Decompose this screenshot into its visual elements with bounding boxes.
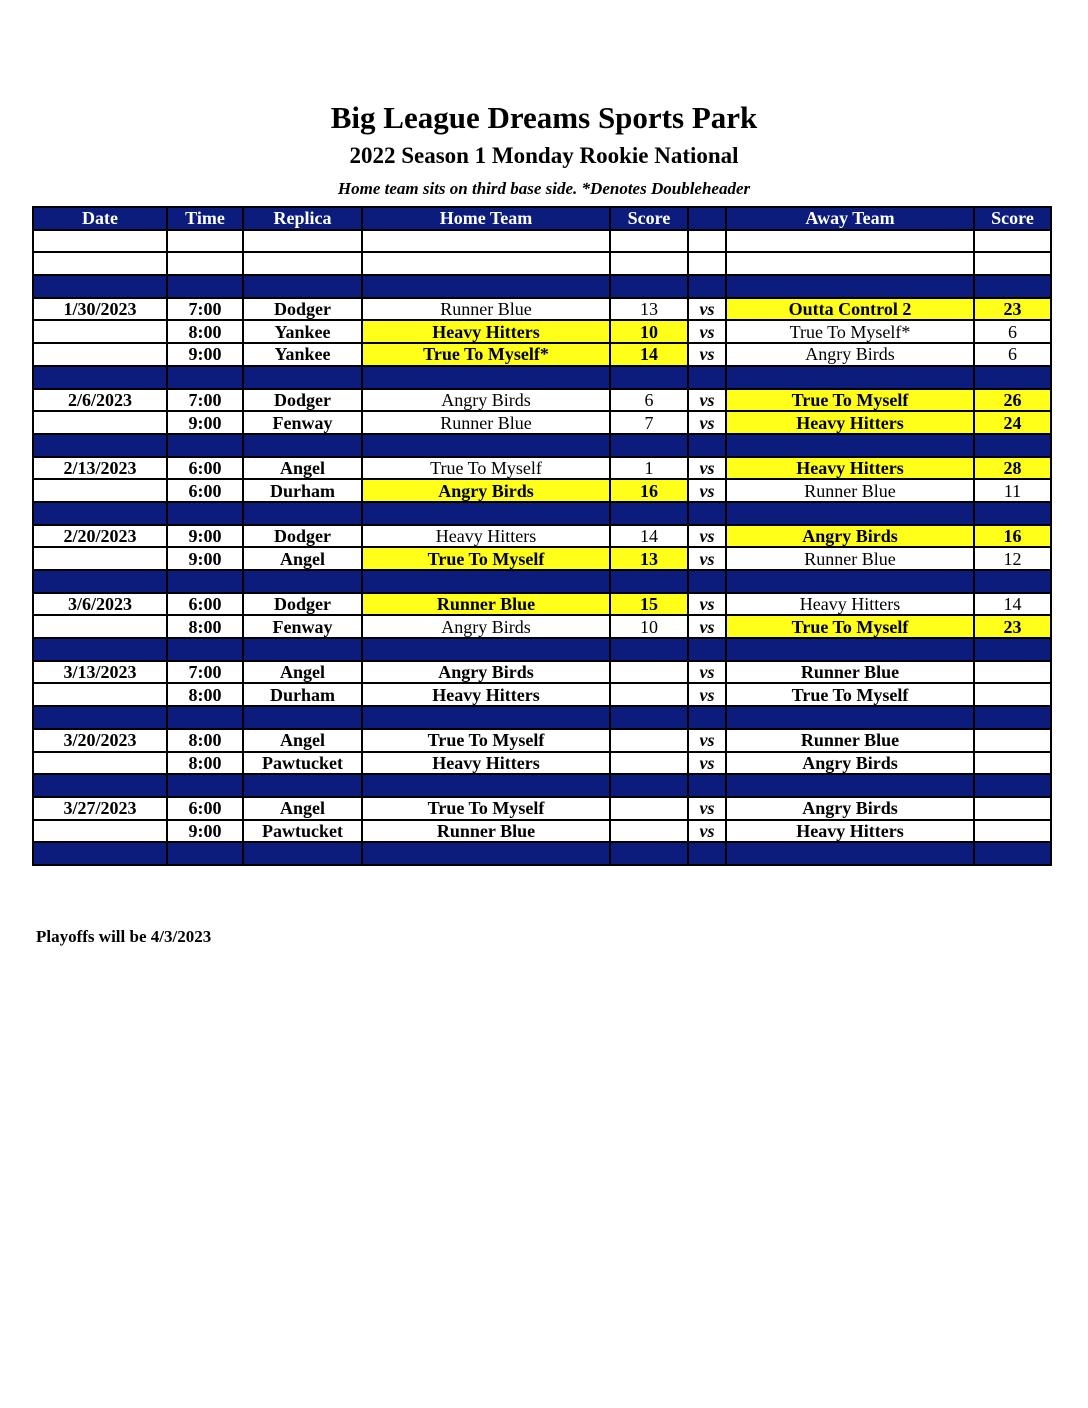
game-row <box>33 525 1051 548</box>
empty-cell <box>243 434 362 457</box>
empty-cell <box>610 706 688 729</box>
replica-cell: Dodger <box>243 298 362 321</box>
away-team-cell: Runner Blue <box>726 729 974 752</box>
away-team-cell: Heavy Hitters <box>726 457 974 480</box>
game-row <box>33 320 1051 343</box>
empty-cell <box>726 252 974 275</box>
home-score-cell: 1 <box>610 457 688 480</box>
home-score-cell: 14 <box>610 525 688 548</box>
empty-cell <box>33 434 167 457</box>
away-score-cell: 24 <box>974 411 1051 434</box>
game-row <box>33 457 1051 480</box>
home-team-cell: Angry Birds <box>362 479 610 502</box>
replica-cell: Angel <box>243 729 362 752</box>
vs-cell: vs <box>688 479 726 502</box>
away-score-cell <box>974 661 1051 684</box>
replica-cell: Pawtucket <box>243 752 362 775</box>
game-row <box>33 479 1051 502</box>
empty-cell <box>974 366 1051 389</box>
away-team-cell: Angry Birds <box>726 752 974 775</box>
home-team-cell: Heavy Hitters <box>362 683 610 706</box>
home-score-cell: 15 <box>610 593 688 616</box>
game-row <box>33 820 1051 843</box>
vs-cell: vs <box>688 411 726 434</box>
empty-cell <box>610 502 688 525</box>
date-cell <box>33 320 167 343</box>
empty-cell <box>362 366 610 389</box>
away-team-cell: Heavy Hitters <box>726 593 974 616</box>
vs-cell: vs <box>688 615 726 638</box>
home-team-cell: Angry Birds <box>362 661 610 684</box>
date-cell <box>33 479 167 502</box>
empty-cell <box>688 774 726 797</box>
separator-row <box>33 774 1051 797</box>
time-cell: 7:00 <box>167 298 243 321</box>
empty-cell <box>974 275 1051 298</box>
header-row <box>33 207 1051 230</box>
away-score-cell: 6 <box>974 343 1051 366</box>
away-score-cell: 6 <box>974 320 1051 343</box>
game-row <box>33 683 1051 706</box>
replica-cell: Yankee <box>243 343 362 366</box>
empty-cell <box>688 638 726 661</box>
game-row <box>33 752 1051 775</box>
vs-cell: vs <box>688 797 726 820</box>
empty-cell <box>610 366 688 389</box>
away-team-cell: Angry Birds <box>726 797 974 820</box>
empty-cell <box>167 502 243 525</box>
time-cell: 8:00 <box>167 683 243 706</box>
game-row <box>33 411 1051 434</box>
vs-cell: vs <box>688 320 726 343</box>
game-row <box>33 729 1051 752</box>
empty-cell <box>362 570 610 593</box>
page-subtitle: 2022 Season 1 Monday Rookie National <box>349 143 739 168</box>
empty-cell <box>688 275 726 298</box>
time-cell: 8:00 <box>167 615 243 638</box>
vs-cell: vs <box>688 389 726 412</box>
home-team-cell: Angry Birds <box>362 615 610 638</box>
empty-cell <box>974 706 1051 729</box>
away-team-cell: True To Myself <box>726 683 974 706</box>
separator-row <box>33 842 1051 865</box>
replica-cell: Fenway <box>243 411 362 434</box>
empty-cell <box>243 230 362 253</box>
date-cell: 3/6/2023 <box>33 593 167 616</box>
away-team-cell: Runner Blue <box>726 661 974 684</box>
empty-cell <box>726 774 974 797</box>
away-score-cell: 26 <box>974 389 1051 412</box>
time-cell: 8:00 <box>167 752 243 775</box>
empty-cell <box>243 774 362 797</box>
away-team-cell: True To Myself <box>726 615 974 638</box>
away-score-cell: 16 <box>974 525 1051 548</box>
separator-row <box>33 275 1051 298</box>
home-score-cell: 14 <box>610 343 688 366</box>
empty-cell <box>974 230 1051 253</box>
time-cell: 7:00 <box>167 389 243 412</box>
home-score-cell <box>610 729 688 752</box>
home-score-cell <box>610 797 688 820</box>
empty-cell <box>33 230 167 253</box>
date-cell: 1/30/2023 <box>33 298 167 321</box>
vs-cell: vs <box>688 593 726 616</box>
col-header-vs <box>688 207 726 230</box>
away-score-cell: 28 <box>974 457 1051 480</box>
empty-cell <box>167 434 243 457</box>
col-header-away-team: Away Team <box>726 207 974 230</box>
empty-cell <box>688 502 726 525</box>
replica-cell: Angel <box>243 457 362 480</box>
vs-cell: vs <box>688 820 726 843</box>
home-team-cell: True To Myself <box>362 457 610 480</box>
empty-cell <box>167 230 243 253</box>
away-team-cell: Runner Blue <box>726 479 974 502</box>
col-header-home-score: Score <box>610 207 688 230</box>
separator-row <box>33 638 1051 661</box>
empty-cell <box>243 502 362 525</box>
vs-cell: vs <box>688 729 726 752</box>
empty-cell <box>726 706 974 729</box>
empty-cell <box>362 706 610 729</box>
time-cell: 8:00 <box>167 320 243 343</box>
empty-cell <box>167 366 243 389</box>
away-team-cell: Outta Control 2 <box>726 298 974 321</box>
empty-cell <box>243 842 362 865</box>
replica-cell: Dodger <box>243 389 362 412</box>
separator-row <box>33 570 1051 593</box>
date-cell: 2/20/2023 <box>33 525 167 548</box>
home-team-cell: Heavy Hitters <box>362 320 610 343</box>
empty-cell <box>362 252 610 275</box>
playoffs-note: Playoffs will be 4/3/2023 <box>36 927 212 946</box>
home-score-cell: 10 <box>610 615 688 638</box>
home-team-cell: Runner Blue <box>362 411 610 434</box>
home-team-cell: True To Myself <box>362 729 610 752</box>
empty-cell <box>688 570 726 593</box>
empty-cell <box>167 275 243 298</box>
date-cell <box>33 343 167 366</box>
home-team-cell: Runner Blue <box>362 298 610 321</box>
home-score-cell: 13 <box>610 547 688 570</box>
vs-cell: vs <box>688 457 726 480</box>
blank-row <box>33 252 1051 275</box>
separator-row <box>33 706 1051 729</box>
empty-cell <box>688 230 726 253</box>
empty-cell <box>610 774 688 797</box>
col-header-replica: Replica <box>243 207 362 230</box>
empty-cell <box>726 570 974 593</box>
empty-cell <box>243 570 362 593</box>
date-cell <box>33 683 167 706</box>
replica-cell: Durham <box>243 479 362 502</box>
time-cell: 9:00 <box>167 525 243 548</box>
date-cell: 2/13/2023 <box>33 457 167 480</box>
date-cell: 3/20/2023 <box>33 729 167 752</box>
vs-cell: vs <box>688 343 726 366</box>
vs-cell: vs <box>688 661 726 684</box>
empty-cell <box>726 502 974 525</box>
empty-cell <box>974 842 1051 865</box>
vs-cell: vs <box>688 752 726 775</box>
empty-cell <box>362 774 610 797</box>
empty-cell <box>243 706 362 729</box>
home-score-cell <box>610 661 688 684</box>
empty-cell <box>688 842 726 865</box>
away-score-cell: 11 <box>974 479 1051 502</box>
time-cell: 6:00 <box>167 797 243 820</box>
time-cell: 8:00 <box>167 729 243 752</box>
home-score-cell: 13 <box>610 298 688 321</box>
time-cell: 6:00 <box>167 593 243 616</box>
date-cell <box>33 411 167 434</box>
time-cell: 9:00 <box>167 547 243 570</box>
empty-cell <box>726 842 974 865</box>
col-header-date: Date <box>33 207 167 230</box>
separator-row <box>33 434 1051 457</box>
time-cell: 6:00 <box>167 457 243 480</box>
page-title: Big League Dreams Sports Park <box>330 100 758 135</box>
empty-cell <box>974 570 1051 593</box>
replica-cell: Durham <box>243 683 362 706</box>
replica-cell: Pawtucket <box>243 820 362 843</box>
time-cell: 9:00 <box>167 343 243 366</box>
empty-cell <box>688 252 726 275</box>
empty-cell <box>33 842 167 865</box>
game-row <box>33 547 1051 570</box>
home-team-cell: Runner Blue <box>362 593 610 616</box>
away-team-cell: Runner Blue <box>726 547 974 570</box>
away-score-cell <box>974 752 1051 775</box>
away-team-cell: Heavy Hitters <box>726 820 974 843</box>
schedule-note: Home team sits on third base side. *Denotes Doubleheader <box>337 179 751 198</box>
home-score-cell <box>610 752 688 775</box>
empty-cell <box>726 366 974 389</box>
empty-cell <box>167 570 243 593</box>
replica-cell: Dodger <box>243 525 362 548</box>
blank-row <box>33 230 1051 253</box>
schedule-table <box>32 206 1052 866</box>
vs-cell: vs <box>688 298 726 321</box>
empty-cell <box>33 774 167 797</box>
away-score-cell <box>974 820 1051 843</box>
game-row <box>33 593 1051 616</box>
col-header-home-team: Home Team <box>362 207 610 230</box>
empty-cell <box>362 638 610 661</box>
away-score-cell <box>974 683 1051 706</box>
empty-cell <box>362 434 610 457</box>
empty-cell <box>243 638 362 661</box>
game-row <box>33 343 1051 366</box>
empty-cell <box>974 638 1051 661</box>
empty-cell <box>362 502 610 525</box>
empty-cell <box>610 638 688 661</box>
game-row <box>33 615 1051 638</box>
empty-cell <box>688 434 726 457</box>
game-row <box>33 661 1051 684</box>
empty-cell <box>726 638 974 661</box>
away-score-cell <box>974 797 1051 820</box>
home-team-cell: True To Myself <box>362 547 610 570</box>
away-score-cell: 14 <box>974 593 1051 616</box>
replica-cell: Angel <box>243 797 362 820</box>
away-score-cell: 12 <box>974 547 1051 570</box>
time-cell: 7:00 <box>167 661 243 684</box>
empty-cell <box>610 570 688 593</box>
empty-cell <box>33 252 167 275</box>
date-cell <box>33 820 167 843</box>
empty-cell <box>610 252 688 275</box>
col-header-time: Time <box>167 207 243 230</box>
empty-cell <box>726 230 974 253</box>
away-team-cell: True To Myself* <box>726 320 974 343</box>
away-team-cell: Angry Birds <box>726 343 974 366</box>
empty-cell <box>33 638 167 661</box>
empty-cell <box>362 842 610 865</box>
date-cell: 3/13/2023 <box>33 661 167 684</box>
empty-cell <box>167 706 243 729</box>
empty-cell <box>33 502 167 525</box>
away-score-cell: 23 <box>974 615 1051 638</box>
empty-cell <box>243 252 362 275</box>
date-cell: 3/27/2023 <box>33 797 167 820</box>
empty-cell <box>610 842 688 865</box>
away-score-cell: 23 <box>974 298 1051 321</box>
date-cell <box>33 752 167 775</box>
empty-cell <box>974 434 1051 457</box>
replica-cell: Angel <box>243 661 362 684</box>
vs-cell: vs <box>688 547 726 570</box>
col-header-away-score: Score <box>974 207 1051 230</box>
home-team-cell: Heavy Hitters <box>362 525 610 548</box>
empty-cell <box>33 570 167 593</box>
schedule-body <box>33 230 1051 865</box>
empty-cell <box>610 230 688 253</box>
replica-cell: Dodger <box>243 593 362 616</box>
empty-cell <box>610 275 688 298</box>
replica-cell: Yankee <box>243 320 362 343</box>
empty-cell <box>167 638 243 661</box>
time-cell: 6:00 <box>167 479 243 502</box>
empty-cell <box>33 366 167 389</box>
empty-cell <box>362 275 610 298</box>
empty-cell <box>362 230 610 253</box>
time-cell: 9:00 <box>167 411 243 434</box>
empty-cell <box>167 252 243 275</box>
home-score-cell <box>610 820 688 843</box>
home-score-cell: 16 <box>610 479 688 502</box>
empty-cell <box>33 706 167 729</box>
separator-row <box>33 502 1051 525</box>
away-team-cell: True To Myself <box>726 389 974 412</box>
date-cell: 2/6/2023 <box>33 389 167 412</box>
away-team-cell: Heavy Hitters <box>726 411 974 434</box>
empty-cell <box>33 275 167 298</box>
home-score-cell <box>610 683 688 706</box>
empty-cell <box>726 275 974 298</box>
home-team-cell: True To Myself <box>362 797 610 820</box>
home-score-cell: 6 <box>610 389 688 412</box>
empty-cell <box>610 434 688 457</box>
empty-cell <box>688 706 726 729</box>
empty-cell <box>167 842 243 865</box>
empty-cell <box>243 366 362 389</box>
home-team-cell: Angry Birds <box>362 389 610 412</box>
game-row <box>33 389 1051 412</box>
vs-cell: vs <box>688 683 726 706</box>
date-cell <box>33 615 167 638</box>
empty-cell <box>974 252 1051 275</box>
empty-cell <box>243 275 362 298</box>
replica-cell: Fenway <box>243 615 362 638</box>
home-score-cell: 10 <box>610 320 688 343</box>
home-team-cell: True To Myself* <box>362 343 610 366</box>
empty-cell <box>688 366 726 389</box>
empty-cell <box>167 774 243 797</box>
home-score-cell: 7 <box>610 411 688 434</box>
vs-cell: vs <box>688 525 726 548</box>
home-team-cell: Runner Blue <box>362 820 610 843</box>
date-cell <box>33 547 167 570</box>
replica-cell: Angel <box>243 547 362 570</box>
game-row <box>33 298 1051 321</box>
separator-row <box>33 366 1051 389</box>
home-team-cell: Heavy Hitters <box>362 752 610 775</box>
game-row <box>33 797 1051 820</box>
empty-cell <box>726 434 974 457</box>
empty-cell <box>974 502 1051 525</box>
away-score-cell <box>974 729 1051 752</box>
empty-cell <box>974 774 1051 797</box>
away-team-cell: Angry Birds <box>726 525 974 548</box>
time-cell: 9:00 <box>167 820 243 843</box>
